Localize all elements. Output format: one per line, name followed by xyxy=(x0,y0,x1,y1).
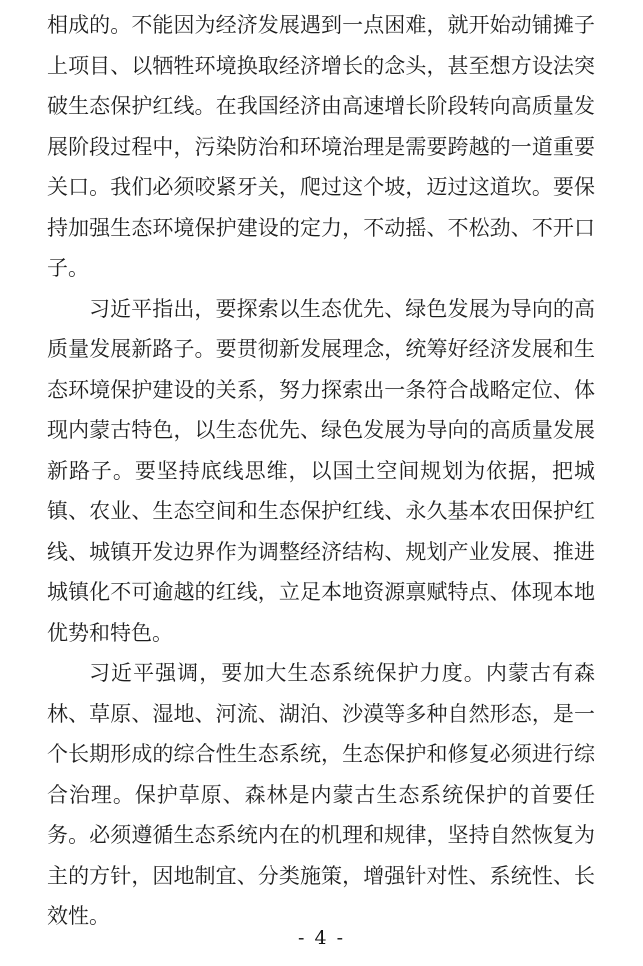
document-body xyxy=(47,5,595,937)
page-number: - 4 - xyxy=(297,927,345,949)
paragraph-continuation: 相成的。不能因为经济发展遇到一点困难，就开始动铺摊子上项目、以牺牲环境换取经济增长的念头，甚至想方设法突破生态保护红线。在我国经济由高速增长阶段转向高质量发展阶段过程中，污染防治和环境治理是需要跨越的一道重要关口。我们必须咬紧牙关，爬过这个坡，迈过这道坎。要保持加强生态环境保护建设的定力，不动摇、不松劲、不开口子。 xyxy=(47,13,595,280)
paragraph: 习近平指出，要探索以生态优先、绿色发展为导向的高质量发展新路子。要贯彻新发展理念，统筹好经济发展和生态环境保护建设的关系，努力探索出一条符合战略定位、体现内蒙古特色，以生态优先、绿色发展为导向的高质量发展新路子。要坚持底线思维，以国土空间规划为依据，把城镇、农业、生态空间和生态保护红线、永久基本农田保护红线、城镇开发边界作为调整经济结构、规划产业发展、推进城镇化不可逾越的红线，立足本地资源禀赋特点、体现本地优势和特色。 xyxy=(47,296,595,645)
paragraph: 习近平强调，要加大生态系统保护力度。内蒙古有森林、草原、湿地、河流、湖泊、沙漠等多种自然形态，是一个长期形成的综合性生态系统，生态保护和修复必须进行综合治理。保护草原、森林是内蒙古生态系统保护的首要任务。必须遵循生态系统内在的机理和规律，坚持自然恢复为主的方针，因地制宜、分类施策，增强针对性、系统性、长效性。 xyxy=(47,661,595,928)
